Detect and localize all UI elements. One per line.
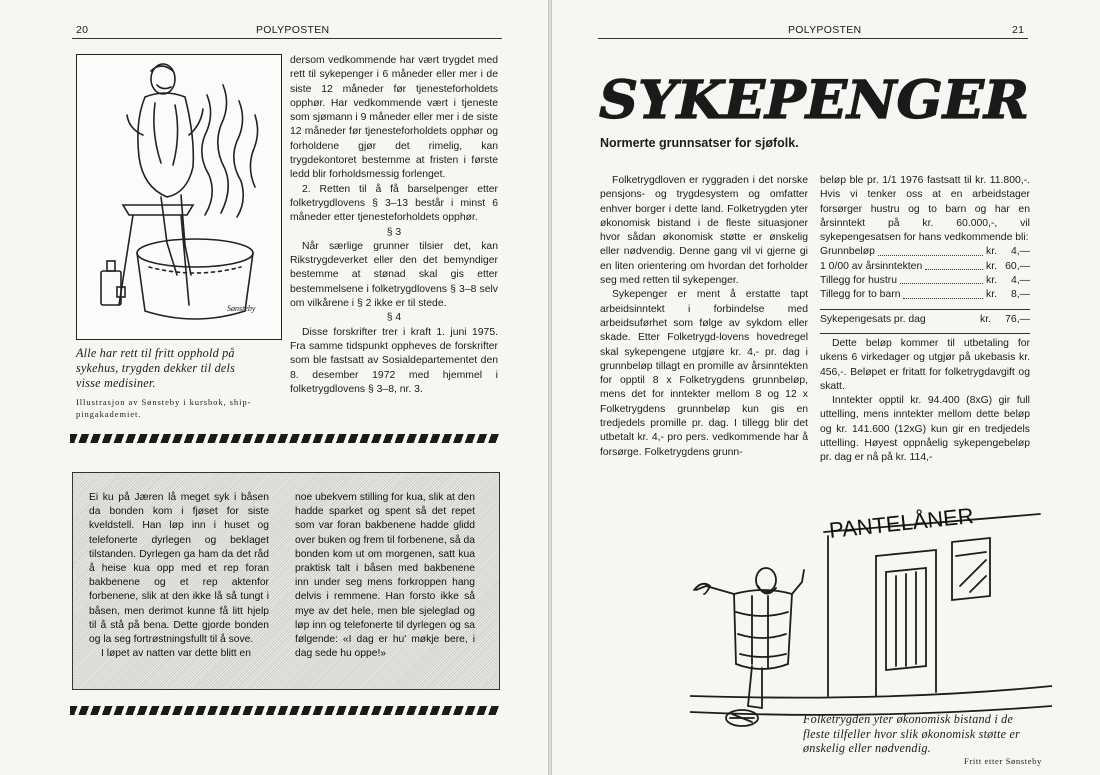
regulation-column xyxy=(290,54,498,397)
paragraph: beløp ble pr. 1/1 1976 fastsatt til kr. 11.800,-. Hvis vi tenker oss at en arbeidstager forsørger hustru og to barn og har en årsinntekt på kr. 60.000,-, vil sykepengesatsen for hans vedkommende bli: xyxy=(820,175,1030,244)
anecdote-paragraph: Ei ku på Jæren lå meget syk i båsen da bonden kom i fjøset for siste kveldstell. Han løp inn i huset og telefonerte dyrlegen og beklaget tilstanden. Dyrlegen ga ham da det råd å heise kua opp med et rep foran bakbenene og et rep aktenfor forbenene, slik at den ikke lå så tungt i båsen, men derimot kunne få litt hjelp til å stå på bena. Dette gjorde bonden og la seg fortrøstningsfullt til å sove. xyxy=(89,492,269,646)
rate-currency: kr. xyxy=(986,260,997,272)
page-number: 21 xyxy=(1012,24,1025,36)
pawnshop-credit: Fritt etter Sønsteby xyxy=(964,756,1042,766)
anecdote-column-1 xyxy=(89,491,269,661)
rate-row xyxy=(820,288,1030,302)
caption-line: sykehus, trygden dekker til dels xyxy=(76,361,236,375)
illustration-foot-bath xyxy=(76,54,282,340)
caption-line: Alle har rett til fritt opphold på xyxy=(76,346,235,360)
rate-label: Tillegg for to barn xyxy=(820,289,901,301)
paragraph: dersom vedkommende har vært trygdet med rett til sykepenger i 6 måneder eller mer i de siste 12 måneder før tjenesteforholdets opphør. Har vedkommende vært i tjeneste som sjømann i 9 måneder eller mer i de siste 12 måneder før tjenesteforholdets opphør og forholdene gjør det rimelig, kan trygdekontoret bestemme at fristen i første ledd blir forholdsmessig forlenget. xyxy=(290,55,498,181)
header-rule xyxy=(598,38,1028,39)
illustration-pawnshop xyxy=(690,486,1052,748)
paragraph: Disse forskrifter trer i kraft 1. juni 1975. Fra samme tidspunkt oppheves de forskrifter som ble fastsatt av Sosialdepartementet den 8. desember 1972 med hjemmel i folketrygdlovens § 3–8, nr. 3. xyxy=(290,326,498,395)
illustration-signature: Sønsteby xyxy=(227,304,256,313)
caption-line: fleste tilfeller hvor slik økonomisk støtte er xyxy=(803,726,1021,741)
article-title xyxy=(596,66,1032,128)
rate-row xyxy=(820,260,1030,274)
rate-label: 1 0/00 av årsinntekten xyxy=(820,260,923,272)
paragraph: Når særlige grunner tilsier det, kan Rikstrygdeverket eller den det bemyndiger bestemme at stønad skal gis etter bestemmelsene i folketrygdlovens § 3–8 selv om vilkårene i § 2 ikke er til stede. xyxy=(290,240,498,310)
rate-amount: 8,— xyxy=(1010,289,1030,301)
title-text: SYKEPENGER xyxy=(599,70,1029,128)
total-label: Sykepengesats pr. dag xyxy=(820,313,926,325)
running-header: POLYPOSTEN xyxy=(256,24,330,36)
article-subtitle: Normerte grunnsatser for sjøfolk. xyxy=(600,136,799,150)
section-heading: § 3 xyxy=(386,226,402,238)
article-column-2 xyxy=(820,174,1030,466)
left-page xyxy=(0,0,548,775)
paragraph: Folketrygdloven er ryggraden i det norske pensjons- og trygdesystem og omfatter enhver borger i dette land. Folketrygden yter økonomisk bistand i de fleste situasjoner hvor sådan økonomisk støtte er ønskelig eller nødvendig. Denne gang vil vi gjerne gi en liten orientering om hvordan det forholder seg med retten til sykepenger. xyxy=(600,175,808,287)
paragraph: Inntekter opptil kr. 94.400 (8xG) gir full uttelling, mens inntekter mellom dette beløp og kr. 141.600 (12xG) kun gir en tredjedels uttelling. Høyest oppnåelig sykepengebeløp pr. dag er nå på kr. 114,- xyxy=(820,395,1030,464)
paragraph: Sykepenger er ment å erstatte tapt arbeidsinntekt i forbindelse med arbeidsuførhet som følge av sykdom eller skade. Etter Folketrygd-lovens hovedregel skal sykepengene utgjøre kr. 4,- pr. dag i grunnbeløp tillagt en promille av årsinntekten for opptil 8 x Folketrygdens grunnbeløp, mens det for inntekter mellom 8 og 12 x Folketrygdens grunnbeløp kun gis en tredjedels promille pr. dag. I tillegg blir det utbetalt kr. 4,- pro pers. vedkommende har å forsørge. Folketrygdens grunn- xyxy=(600,289,808,458)
caption-line: ønskelig eller nødvendig. xyxy=(803,741,931,755)
anecdote-paragraph: noe ubekvem stilling for kua, slik at den hadde sparket og spent så det repet som var foran bakbenene hadde glidd over buken og frem til forbenene, så da bonden kom ut om morgenen, satt kua praktisk talt i båsen med bakbenene inn under seg mens forkroppen hang delvis i remmene. Han forsto ikke så mye av det hele, men ble sjeleglad og løp inn og telefonerte til dyrlegen og sa følgende: «I dag er hu' møkje bere, i dag sede hu oppe!» xyxy=(295,492,475,660)
credit-line: Illustrasjon av Sønsteby i kursbok, ship- xyxy=(76,397,252,407)
total-amount: 76,— xyxy=(1005,313,1030,325)
rate-label: Tillegg for hustru xyxy=(820,275,898,287)
rate-row xyxy=(820,245,1030,259)
anecdote-box xyxy=(72,472,500,690)
rate-amount: 4,— xyxy=(1010,275,1030,287)
rate-amount: 4,— xyxy=(1010,246,1030,258)
total-rate-row xyxy=(820,313,1030,327)
rate-currency: kr. xyxy=(986,275,997,287)
anecdote-column-2 xyxy=(295,491,475,661)
pawnshop-drawing xyxy=(690,486,1052,748)
paragraph: Dette beløp kommer til utbetaling for ukens 6 virkedager og utgjør på ukebasis kr. 456,-. Beløpet er fritatt for folketrygdavgift og skatt. xyxy=(820,337,1030,392)
anecdote-paragraph: I løpet av natten var dette blitt en xyxy=(101,648,251,660)
illustration-caption xyxy=(76,346,286,391)
paragraph: 2. Retten til å få barselpenger etter folketrygdlovens § 3–13 består i minst 6 måneder etter tjenesteforholdets opphør. xyxy=(290,183,498,224)
pawnshop-sign: PANTELÅNER xyxy=(827,502,975,543)
total-currency: kr. xyxy=(980,313,991,325)
rate-currency: kr. xyxy=(986,289,997,301)
caption-line: Folketrygden yter økonomisk bistand i de xyxy=(803,712,1014,726)
running-header: POLYPOSTEN xyxy=(788,24,862,36)
decorative-divider xyxy=(70,434,500,443)
pawnshop-caption xyxy=(803,712,1063,756)
foot-bath-drawing xyxy=(77,55,280,338)
rate-currency: kr. xyxy=(986,246,997,258)
credit-line: pingakademiet. xyxy=(76,409,142,419)
header-rule xyxy=(72,38,502,39)
rate-amount: 60,— xyxy=(1005,260,1030,272)
rate-label: Grunnbeløp xyxy=(820,246,875,258)
illustration-credit xyxy=(76,396,286,420)
decorative-divider xyxy=(70,706,500,715)
article-column-1 xyxy=(600,174,808,460)
caption-line: visse medisiner. xyxy=(76,376,156,390)
section-heading: § 4 xyxy=(386,312,402,324)
rate-row xyxy=(820,274,1030,288)
page-number: 20 xyxy=(76,24,89,36)
